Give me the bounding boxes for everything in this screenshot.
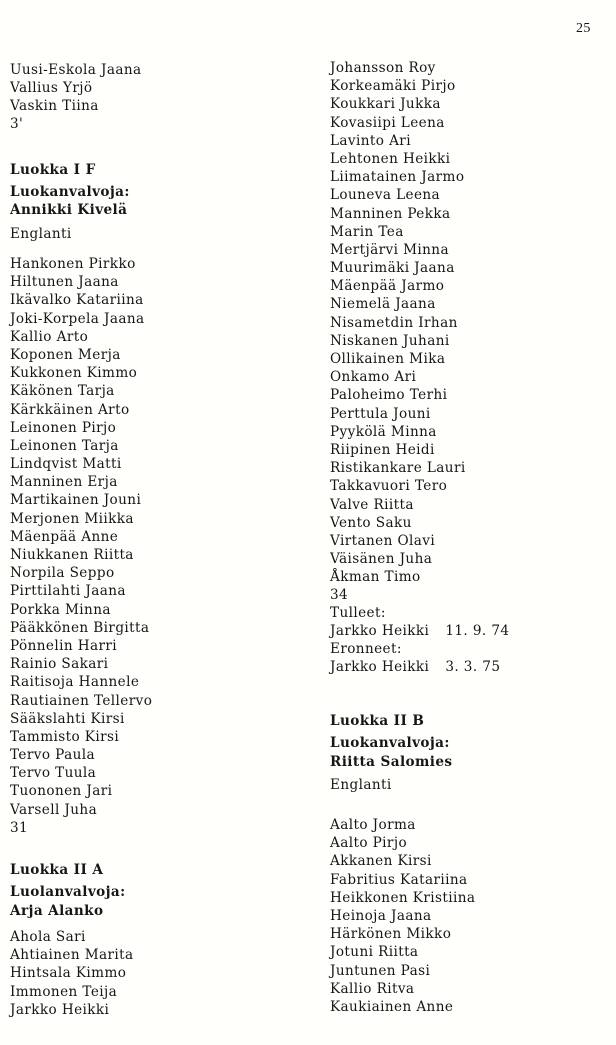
- student-name: Kallio Ritva: [330, 980, 415, 997]
- student-name: Manninen Erja: [10, 474, 118, 491]
- supervisor-name-2a: Arja Alanko: [10, 903, 104, 919]
- student-name: Heikkonen Kristiina: [330, 889, 476, 906]
- student-name: Nisametdin Irhan: [330, 314, 458, 331]
- continued-count: 3': [10, 116, 24, 132]
- student-name: Riipinen Heidi: [330, 441, 435, 458]
- student-name: Pönnelin Harri: [10, 637, 118, 654]
- student-name: Tervo Tuula: [10, 765, 97, 782]
- student-name: Takkavuori Tero: [330, 478, 448, 495]
- supervisor-label-2b: Luokanvalvoja:: [330, 735, 450, 751]
- student-name: Aalto Jorma: [330, 817, 416, 833]
- student-name: Onkamo Ari: [330, 369, 417, 386]
- class-title-2a: Luokka II A: [10, 862, 104, 878]
- student-name: Ristikankare Lauri: [330, 460, 466, 477]
- student-name: Akkanen Kirsi: [330, 853, 432, 870]
- student-name: Merjonen Miikka: [10, 510, 134, 527]
- student-name: Kovasiipi Leena: [330, 114, 445, 131]
- student-name: Kaukiainen Anne: [330, 998, 454, 1015]
- student-name: Kärkkäinen Arto: [10, 401, 130, 418]
- arrived-name: Jarkko Heikki: [330, 623, 430, 639]
- student-name: Vaskin Tiina: [10, 98, 99, 115]
- departed-entry: [330, 658, 500, 676]
- student-name: Ikävalko Katariina: [10, 292, 144, 309]
- student-name: Tervo Paula: [10, 747, 95, 764]
- student-list-2a: [10, 928, 134, 1019]
- student-name: Kukkonen Kimmo: [10, 365, 138, 382]
- student-name: Hankonen Pirkko: [10, 256, 136, 272]
- language-1f: Englanti: [10, 226, 72, 242]
- student-name: Aalto Pirjo: [330, 835, 408, 852]
- student-name: Kallio Arto: [10, 328, 89, 345]
- student-count-1f: 31: [10, 820, 29, 836]
- student-list-1f: [10, 255, 152, 819]
- student-name: Immonen Teija: [10, 983, 118, 1000]
- supervisor-name-1f: Annikki Kivelä: [10, 202, 128, 218]
- student-name: Louneva Leena: [330, 187, 441, 204]
- student-count-2a: 34: [330, 587, 349, 603]
- student-name: Uusi-Eskola Jaana: [10, 62, 142, 78]
- student-name: Korkeamäki Pirjo: [330, 78, 456, 95]
- student-name: Lavinto Ari: [330, 132, 411, 149]
- departed-label: Eronneet:: [330, 641, 402, 657]
- student-name: Mäenpää Anne: [10, 528, 119, 545]
- student-name: Mertjärvi Minna: [330, 241, 449, 258]
- student-name: Lehtonen Heikki: [330, 150, 451, 167]
- student-name: Niukkanen Riitta: [10, 547, 134, 563]
- student-name: Tuononen Jari: [10, 783, 113, 800]
- student-name: Raitisoja Hannele: [10, 674, 140, 691]
- arrived-entry: [330, 622, 509, 640]
- student-name: Tammisto Kirsi: [10, 728, 120, 745]
- student-name: Rainio Sakari: [10, 656, 109, 673]
- student-name: Paloheimo Terhi: [330, 387, 448, 404]
- student-name: Niemelä Jaana: [330, 296, 436, 313]
- student-name: Ollikainen Mika: [330, 351, 446, 367]
- continued-list: [10, 61, 142, 116]
- student-name: Rautiainen Tellervo: [10, 692, 153, 709]
- student-name: Heinoja Jaana: [330, 907, 432, 924]
- student-name: Manninen Pekka: [330, 205, 451, 222]
- student-name: Virtanen Olavi: [330, 532, 436, 549]
- student-name: Koponen Merja: [10, 346, 121, 363]
- student-name: Koukkari Jukka: [330, 96, 441, 113]
- student-name: Hintsala Kimmo: [10, 965, 127, 982]
- student-name: Leinonen Pirjo: [10, 419, 117, 436]
- student-name: Varsell Juha: [10, 801, 98, 818]
- student-name: Juntunen Pasi: [330, 962, 431, 979]
- language-2b: Englanti: [330, 777, 392, 793]
- student-name: Hiltunen Jaana: [10, 274, 119, 291]
- student-name: Sääkslahti Kirsi: [10, 710, 125, 727]
- student-name: Ahtiainen Marita: [10, 947, 134, 964]
- student-name: Valve Riitta: [330, 496, 414, 513]
- student-name: Lindqvist Matti: [10, 456, 122, 473]
- page-number: 25: [576, 21, 591, 36]
- student-name: Marin Tea: [330, 223, 404, 240]
- student-name: Porkka Minna: [10, 601, 111, 618]
- student-list-2b: [330, 816, 475, 1016]
- student-name: Vallius Yrjö: [10, 80, 93, 97]
- supervisor-label-1f: Luokanvalvoja:: [10, 184, 130, 200]
- student-name: Pirttilahti Jaana: [10, 583, 126, 600]
- student-name: Mäenpää Jarmo: [330, 278, 445, 295]
- student-name: Leinonen Tarja: [10, 437, 119, 454]
- student-name: Joki-Korpela Jaana: [10, 310, 145, 327]
- arrived-date: 11. 9. 74: [445, 623, 510, 639]
- student-name: Niskanen Juhani: [330, 332, 450, 349]
- student-name: Martikainen Jouni: [10, 492, 142, 509]
- student-name: Jarkko Heikki: [10, 1001, 110, 1018]
- student-name: Åkman Timo: [330, 569, 421, 586]
- student-list-2a-continued: [330, 59, 466, 586]
- class-title-1f: Luokka I F: [10, 162, 96, 178]
- supervisor-name-2b: Riitta Salomies: [330, 754, 453, 770]
- student-name: Jotuni Riitta: [330, 944, 419, 961]
- student-name: Härkönen Mikko: [330, 926, 452, 943]
- student-name: Vento Saku: [330, 514, 412, 531]
- student-name: Perttula Jouni: [330, 405, 431, 422]
- student-name: Johansson Roy: [330, 60, 436, 76]
- student-name: Käkönen Tarja: [10, 383, 115, 400]
- student-name: Fabritius Katariina: [330, 871, 468, 888]
- student-name: Ahola Sari: [10, 929, 86, 945]
- departed-date: 3. 3. 75: [445, 659, 501, 675]
- student-name: Liimatainen Jarmo: [330, 169, 465, 186]
- student-name: Muurimäki Jaana: [330, 260, 455, 277]
- student-name: Väisänen Juha: [330, 551, 433, 568]
- supervisor-label-2a: Luolanvalvoja:: [10, 884, 126, 900]
- student-name: Norpila Seppo: [10, 565, 115, 582]
- student-name: Pääkkönen Birgitta: [10, 619, 150, 636]
- arrived-label: Tulleet:: [330, 605, 386, 621]
- class-title-2b: Luokka II B: [330, 713, 425, 729]
- departed-name: Jarkko Heikki: [330, 659, 430, 675]
- student-name: Pyykölä Minna: [330, 423, 437, 440]
